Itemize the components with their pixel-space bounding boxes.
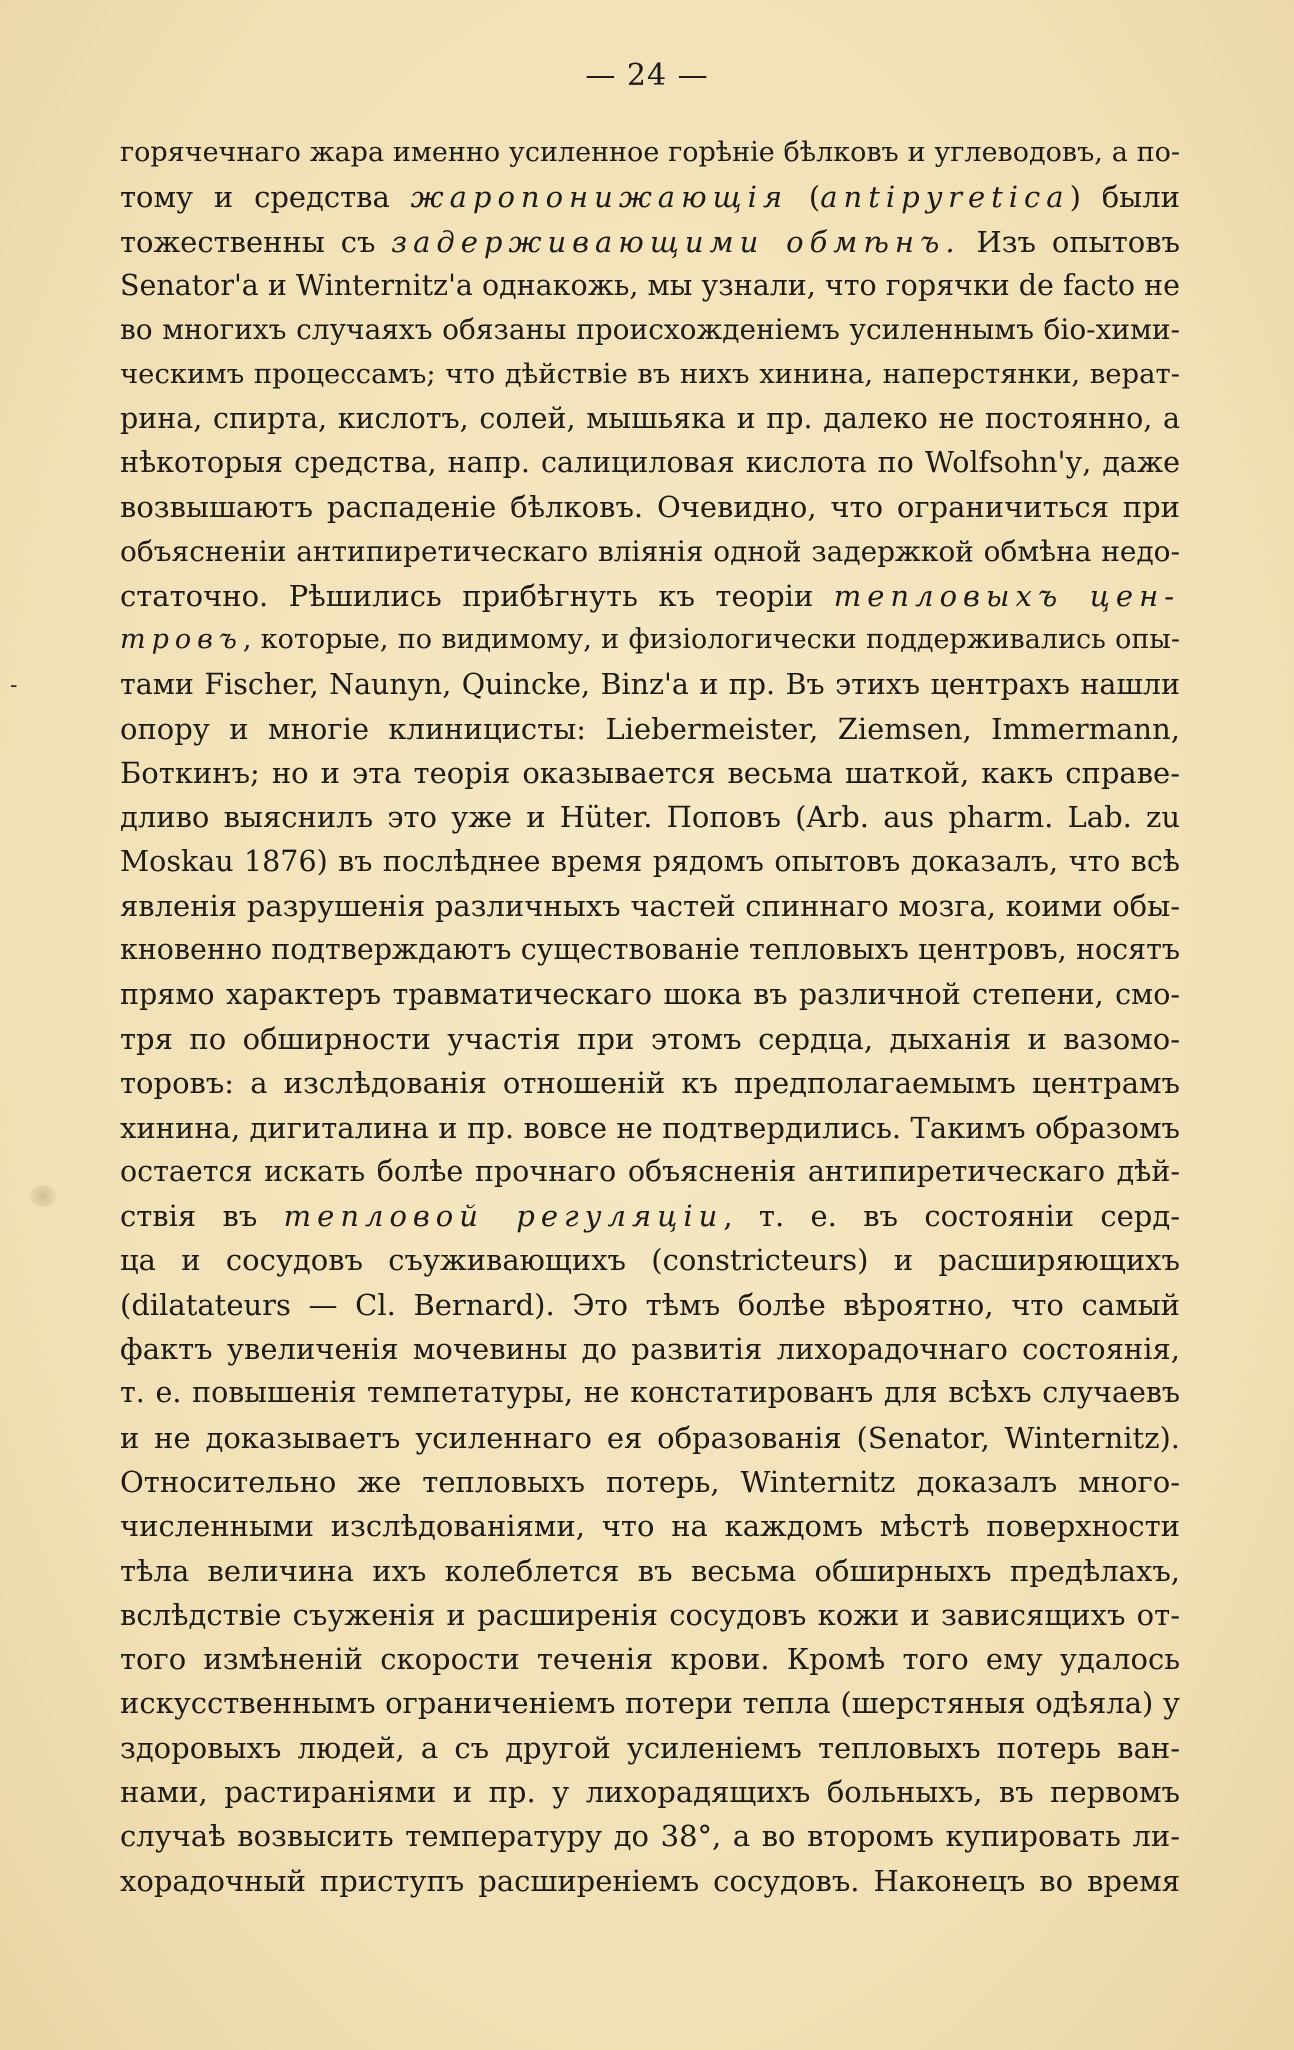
text-segment: , которые, по видимому, и физіологически поддерживались опы-	[242, 624, 1180, 656]
emphasized-term: antipyretica	[820, 180, 1070, 215]
text-segment: вслѣдствіе съуженія и расширенія сосудовъ кожи и зависящихъ от-	[120, 1597, 1180, 1632]
text-line	[120, 973, 1180, 1017]
text-line	[120, 574, 1180, 618]
text-line	[120, 1150, 1180, 1194]
emphasized-term: задерживающими обмѣнъ.	[391, 224, 961, 259]
text-segment: искусственнымъ ограниченіемъ потери тепла (шерстяныя одѣяла) у	[120, 1686, 1180, 1721]
text-line	[120, 1061, 1180, 1105]
text-line	[120, 1194, 1180, 1238]
text-line	[120, 308, 1180, 352]
text-segment: численными изслѣдованіями, что на каждомъ мѣстѣ поверхности	[120, 1509, 1180, 1544]
text-line	[120, 618, 1180, 662]
text-line	[120, 1770, 1180, 1814]
text-line	[120, 530, 1180, 574]
text-line	[120, 131, 1180, 175]
text-segment: ческимъ процессамъ; что дѣйствіе въ нихъ хинина, наперстянки, верат-	[120, 358, 1180, 391]
text-segment: тѣла величина ихъ колеблется въ весьма обширныхъ предѣлахъ,	[120, 1553, 1180, 1588]
text-segment: (dilatateurs — Cl. Bernard). Это тѣмъ болѣе вѣроятно, что самый	[120, 1287, 1180, 1322]
text-segment: случаѣ возвысить температуру до 38°, а во второмъ купировать ли-	[120, 1819, 1180, 1854]
text-segment: , т. е. въ состояніи серд-	[723, 1199, 1180, 1234]
text-segment: тами Fischer, Naunyn, Quincke, Binz'а и пр. Въ этихъ центрахъ нашли	[120, 667, 1180, 701]
text-segment: тожественны съ	[120, 224, 392, 259]
text-segment: ) были	[1069, 180, 1180, 215]
text-segment: ствія въ	[120, 1199, 284, 1234]
text-segment: Изъ опытовъ	[960, 224, 1180, 259]
text-line	[120, 1814, 1180, 1858]
text-line	[120, 220, 1180, 264]
text-line	[120, 1460, 1180, 1504]
text-segment: и не доказываетъ усиленнаго ея образованія (Senator, Winternitz).	[120, 1420, 1180, 1455]
text-line	[120, 884, 1180, 928]
text-segment: горячечнаго жара именно усиленное горѣніе бѣлковъ и углеводовъ, а по-	[120, 137, 1180, 168]
text-line	[120, 175, 1180, 219]
text-line	[120, 1371, 1180, 1415]
text-line	[120, 1726, 1180, 1770]
text-segment: тря по обширности участія при этомъ сердца, дыханія и вазомо-	[120, 1021, 1180, 1056]
text-line	[120, 1681, 1180, 1725]
text-line	[120, 1504, 1180, 1548]
text-line	[120, 485, 1180, 529]
text-line	[120, 1017, 1180, 1061]
emphasized-term: жаропонижающія	[410, 180, 789, 215]
text-segment: прямо характеръ травматическаго шока въ различной степени, смо-	[120, 977, 1180, 1011]
text-segment: рина, спирта, кислотъ, солей, мышьяка и пр. далеко не постоянно, а	[120, 401, 1180, 435]
text-line	[120, 1106, 1180, 1150]
text-line	[120, 1238, 1180, 1282]
text-line	[120, 1593, 1180, 1637]
text-segment: хорадочный приступъ расширеніемъ сосудовъ. Наконецъ во время	[120, 1863, 1180, 1898]
text-line	[120, 751, 1180, 795]
text-segment: (	[788, 180, 821, 215]
text-segment: тому и средства	[120, 180, 411, 215]
text-line	[120, 1637, 1180, 1681]
text-segment: статочно. Рѣшились прибѣгнуть къ теоріи	[120, 578, 834, 613]
text-segment: явленія разрушенія различныхъ частей спиннаго мозга, коими обы-	[120, 889, 1180, 924]
text-segment: объясненіи антипиретическаго вліянія одной задержкой обмѣна недо-	[120, 534, 1180, 568]
text-line	[120, 352, 1180, 396]
text-segment: того измѣненій скорости теченія крови. Кромѣ того ему удалось	[120, 1642, 1180, 1677]
body-text	[120, 131, 1180, 1903]
text-segment: ца и сосудовъ съуживающихъ (constricteurs) и расширяющихъ	[120, 1243, 1180, 1278]
text-segment: Senator'а и Winternitz'а однакожь, мы узнали, что горячки de facto не	[120, 268, 1180, 302]
text-line	[120, 1416, 1180, 1460]
text-segment: кновенно подтверждаютъ существованіе тепловыхъ центровъ, носятъ	[120, 933, 1180, 967]
text-segment: хинина, дигиталина и пр. вовсе не подтвердились. Такимъ образомъ	[120, 1110, 1180, 1145]
emphasized-term: тепловой регуляціи	[283, 1199, 724, 1234]
text-segment: во многихъ случаяхъ обязаны происхожденіемъ усиленнымъ біо-хими-	[120, 313, 1180, 347]
text-segment: дливо выяснилъ это уже и Hüter. Поповъ (Arb. aus pharm. Lab. zu	[120, 800, 1180, 835]
text-line	[120, 1327, 1180, 1371]
text-segment: т. е. повышенія темпетатуры, не констатированъ для всѣхъ случаевъ	[120, 1376, 1180, 1410]
text-segment: Относительно же тепловыхъ потерь, Winternitz доказалъ много-	[120, 1464, 1180, 1499]
text-line	[120, 1549, 1180, 1593]
text-segment: Боткинъ; но и эта теорія оказывается весьма шаткой, какъ справе-	[120, 756, 1180, 791]
text-line	[120, 663, 1180, 707]
text-line	[120, 928, 1180, 972]
text-segment: возвышаютъ распаденіе бѣлковъ. Очевидно, что ограничиться при	[120, 490, 1180, 525]
text-line	[120, 795, 1180, 839]
text-line	[120, 1283, 1180, 1327]
text-line	[120, 707, 1180, 751]
text-segment: нами, растираніями и пр. у лихорадящихъ больныхъ, въ первомъ	[120, 1774, 1180, 1809]
text-segment: здоровыхъ людей, а съ другой усиленіемъ тепловыхъ потерь ван-	[120, 1730, 1180, 1765]
text-segment: Moskau 1876) въ послѣднее время рядомъ опытовъ доказалъ, что всѣ	[120, 844, 1180, 878]
paper-stain	[30, 1185, 56, 1207]
text-segment: торовъ: а изслѣдованія отношеній къ предполагаемымъ центрамъ	[120, 1066, 1180, 1101]
text-segment: фактъ увеличенія мочевины до развитія лихорадочнаго состоянія,	[120, 1332, 1180, 1367]
emphasized-term: тепловыхъ цен-	[833, 578, 1180, 613]
text-line	[120, 264, 1180, 308]
margin-mark: -	[10, 673, 18, 698]
page-number: — 24 —	[585, 58, 709, 93]
text-line	[120, 840, 1180, 884]
text-segment: остается искать болѣе прочнаго объясненія антипиретическаго дѣй-	[120, 1154, 1180, 1188]
text-line	[120, 441, 1180, 485]
text-segment: нѣкоторыя средства, напр. салициловая кислота по Wolfsohn'у, даже	[120, 446, 1180, 480]
text-segment: опору и многіе клиницисты: Liebermeister, Ziemsen, Immermann,	[120, 711, 1180, 746]
text-line	[120, 1859, 1180, 1903]
text-line	[120, 397, 1180, 441]
emphasized-term: тровъ	[120, 624, 243, 656]
